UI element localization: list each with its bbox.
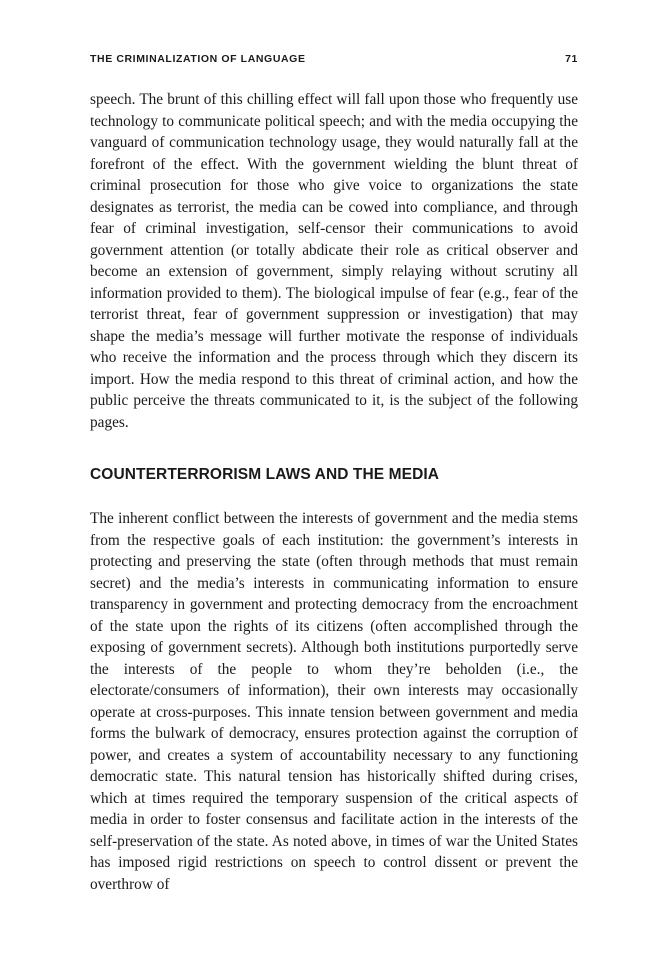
body-paragraph-2: The inherent conflict between the interests of government and the media stems from the respective goals of each institution: the government’s interests in protecting and preserving the state (often through methods that must remain secret) and the media’s interests in communicating information to ensure transparency in government and protecting democracy from the encroachment of the state upon the rights of its citizens (often accomplished through the exposing of government secrets). Although both institutions purportedly serve the interests of the people to whom they’re beholden (i.e., the electorate/consumers of information), their own interests may occasionally operate at cross-purposes. This innate tension between government and media forms the bulwark of democracy, ensures protection against the corruption of power, and creates a system of accountability necessary to any functioning democratic state. This natural tension has historically shifted during crises, which at times required the temporary suspension of the critical aspects of media in order to foster consensus and facilitate action in the interests of the self-preservation of the state. As noted above, in times of war the United States has imposed rigid restrictions on speech to control dissent or prevent the overthrow of <box>90 510 578 893</box>
body-paragraph-1: speech. The brunt of this chilling effect will fall upon those who frequently use technology to communicate political speech; and with the media occupying the vanguard of communication technology usage, they would naturally fall at the forefront of the effect. With the government wielding the blunt threat of criminal prosecution for those who give voice to organizations the state designates as terrorist, the media can be cowed into compliance, and through fear of criminal investigation, self-censor their communications to avoid government attention (or totally abdicate their role as critical observer and become an extension of government, simply relaying without scrutiny all information provided to them). The biological impulse of fear (e.g., fear of the terrorist threat, fear of government suppression or investigation) that may shape the media’s message will further motivate the response of individuals who receive the information and the process through which they discern its import. How the media respond to this threat of criminal action, and how the public perceive the threats communicated to it, is the subject of the following pages. <box>90 91 578 431</box>
running-title: THE CRIMINALIZATION OF LANGUAGE <box>90 53 306 65</box>
page-number: 71 <box>565 53 578 65</box>
running-head <box>90 53 578 69</box>
section-heading: COUNTERTERRORISM LAWS AND THE MEDIA <box>90 466 440 483</box>
